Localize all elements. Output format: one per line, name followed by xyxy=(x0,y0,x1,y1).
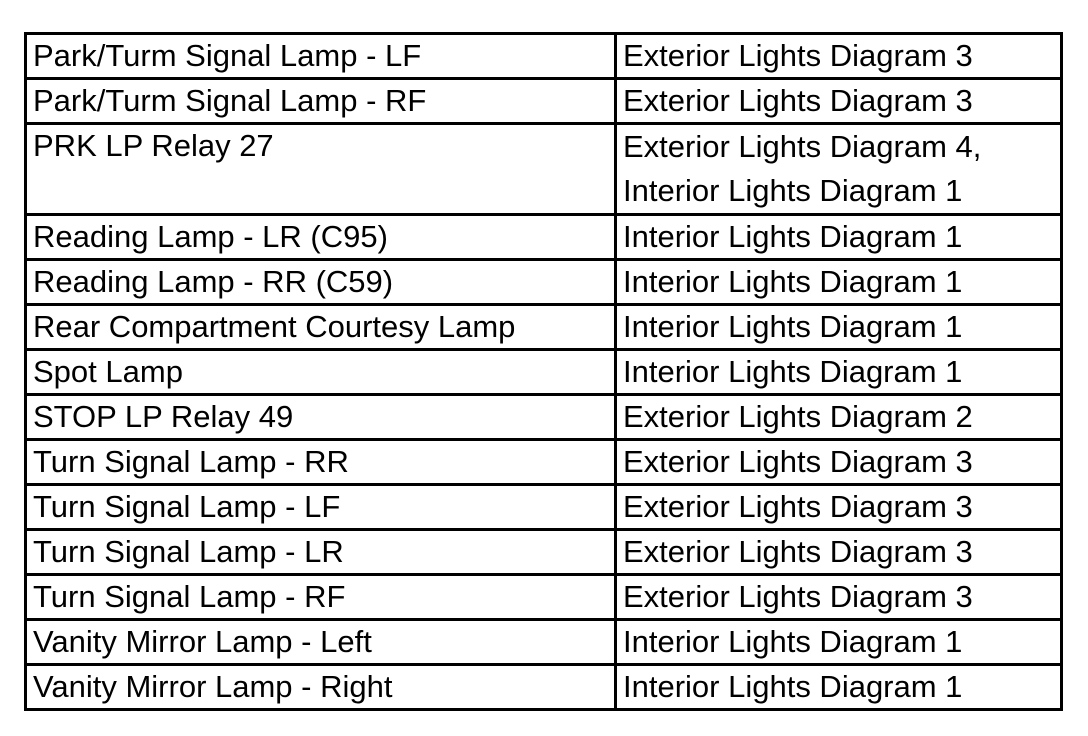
diagram-location-cell xyxy=(616,530,1062,575)
diagram-location-cell xyxy=(616,350,1062,395)
diagram-reference: Interior Lights Diagram 1 xyxy=(623,264,963,299)
diagram-reference: Exterior Lights Diagram 3 xyxy=(623,444,973,479)
table-row xyxy=(26,260,1062,305)
table-row xyxy=(26,395,1062,440)
component-name-cell: Rear Compartment Courtesy Lamp xyxy=(26,305,616,350)
table-row xyxy=(26,440,1062,485)
table-row xyxy=(26,215,1062,260)
diagram-reference: Exterior Lights Diagram 2 xyxy=(623,399,973,434)
diagram-reference: Exterior Lights Diagram 4, xyxy=(623,129,982,164)
diagram-location-cell xyxy=(616,620,1062,665)
diagram-location-cell xyxy=(616,34,1062,79)
diagram-reference: Interior Lights Diagram 1 xyxy=(623,354,963,389)
component-name-cell: Spot Lamp xyxy=(26,350,616,395)
table-row xyxy=(26,620,1062,665)
diagram-location-cell xyxy=(616,305,1062,350)
component-name-cell: PRK LP Relay 27 xyxy=(26,124,616,215)
component-name-cell: Reading Lamp - RR (C59) xyxy=(26,260,616,305)
component-name-cell: Park/Turm Signal Lamp - LF xyxy=(26,34,616,79)
table-row xyxy=(26,530,1062,575)
diagram-reference: Exterior Lights Diagram 3 xyxy=(623,579,973,614)
component-name-cell: Turn Signal Lamp - RF xyxy=(26,575,616,620)
table-row xyxy=(26,575,1062,620)
table-row xyxy=(26,350,1062,395)
diagram-reference: Exterior Lights Diagram 3 xyxy=(623,83,973,118)
diagram-location-cell xyxy=(616,575,1062,620)
diagram-reference: Exterior Lights Diagram 3 xyxy=(623,489,973,524)
component-name-cell: Vanity Mirror Lamp - Left xyxy=(26,620,616,665)
diagram-reference: Interior Lights Diagram 1 xyxy=(623,624,963,659)
diagram-location-cell xyxy=(616,79,1062,124)
component-name-cell: STOP LP Relay 49 xyxy=(26,395,616,440)
component-name-cell: Reading Lamp - LR (C95) xyxy=(26,215,616,260)
component-name-cell: Park/Turm Signal Lamp - RF xyxy=(26,79,616,124)
diagram-reference: Interior Lights Diagram 1 xyxy=(623,669,963,704)
component-name-cell: Turn Signal Lamp - LF xyxy=(26,485,616,530)
diagram-location-cell xyxy=(616,124,1062,215)
table-body xyxy=(26,34,1062,710)
table-row xyxy=(26,124,1062,215)
diagram-location-cell xyxy=(616,440,1062,485)
table-row xyxy=(26,79,1062,124)
diagram-location-cell xyxy=(616,485,1062,530)
table-row xyxy=(26,34,1062,79)
diagram-reference: Interior Lights Diagram 1 xyxy=(623,173,963,208)
component-index-table xyxy=(24,32,1063,711)
diagram-location-cell xyxy=(616,215,1062,260)
diagram-location-cell xyxy=(616,395,1062,440)
table-row xyxy=(26,305,1062,350)
diagram-reference: Interior Lights Diagram 1 xyxy=(623,309,963,344)
diagram-location-cell xyxy=(616,260,1062,305)
diagram-location-cell xyxy=(616,665,1062,710)
diagram-reference: Interior Lights Diagram 1 xyxy=(623,219,963,254)
diagram-reference: Exterior Lights Diagram 3 xyxy=(623,38,973,73)
diagram-reference: Exterior Lights Diagram 3 xyxy=(623,534,973,569)
component-name-cell: Turn Signal Lamp - RR xyxy=(26,440,616,485)
component-name-cell: Turn Signal Lamp - LR xyxy=(26,530,616,575)
table-row xyxy=(26,665,1062,710)
table-row xyxy=(26,485,1062,530)
component-name-cell: Vanity Mirror Lamp - Right xyxy=(26,665,616,710)
